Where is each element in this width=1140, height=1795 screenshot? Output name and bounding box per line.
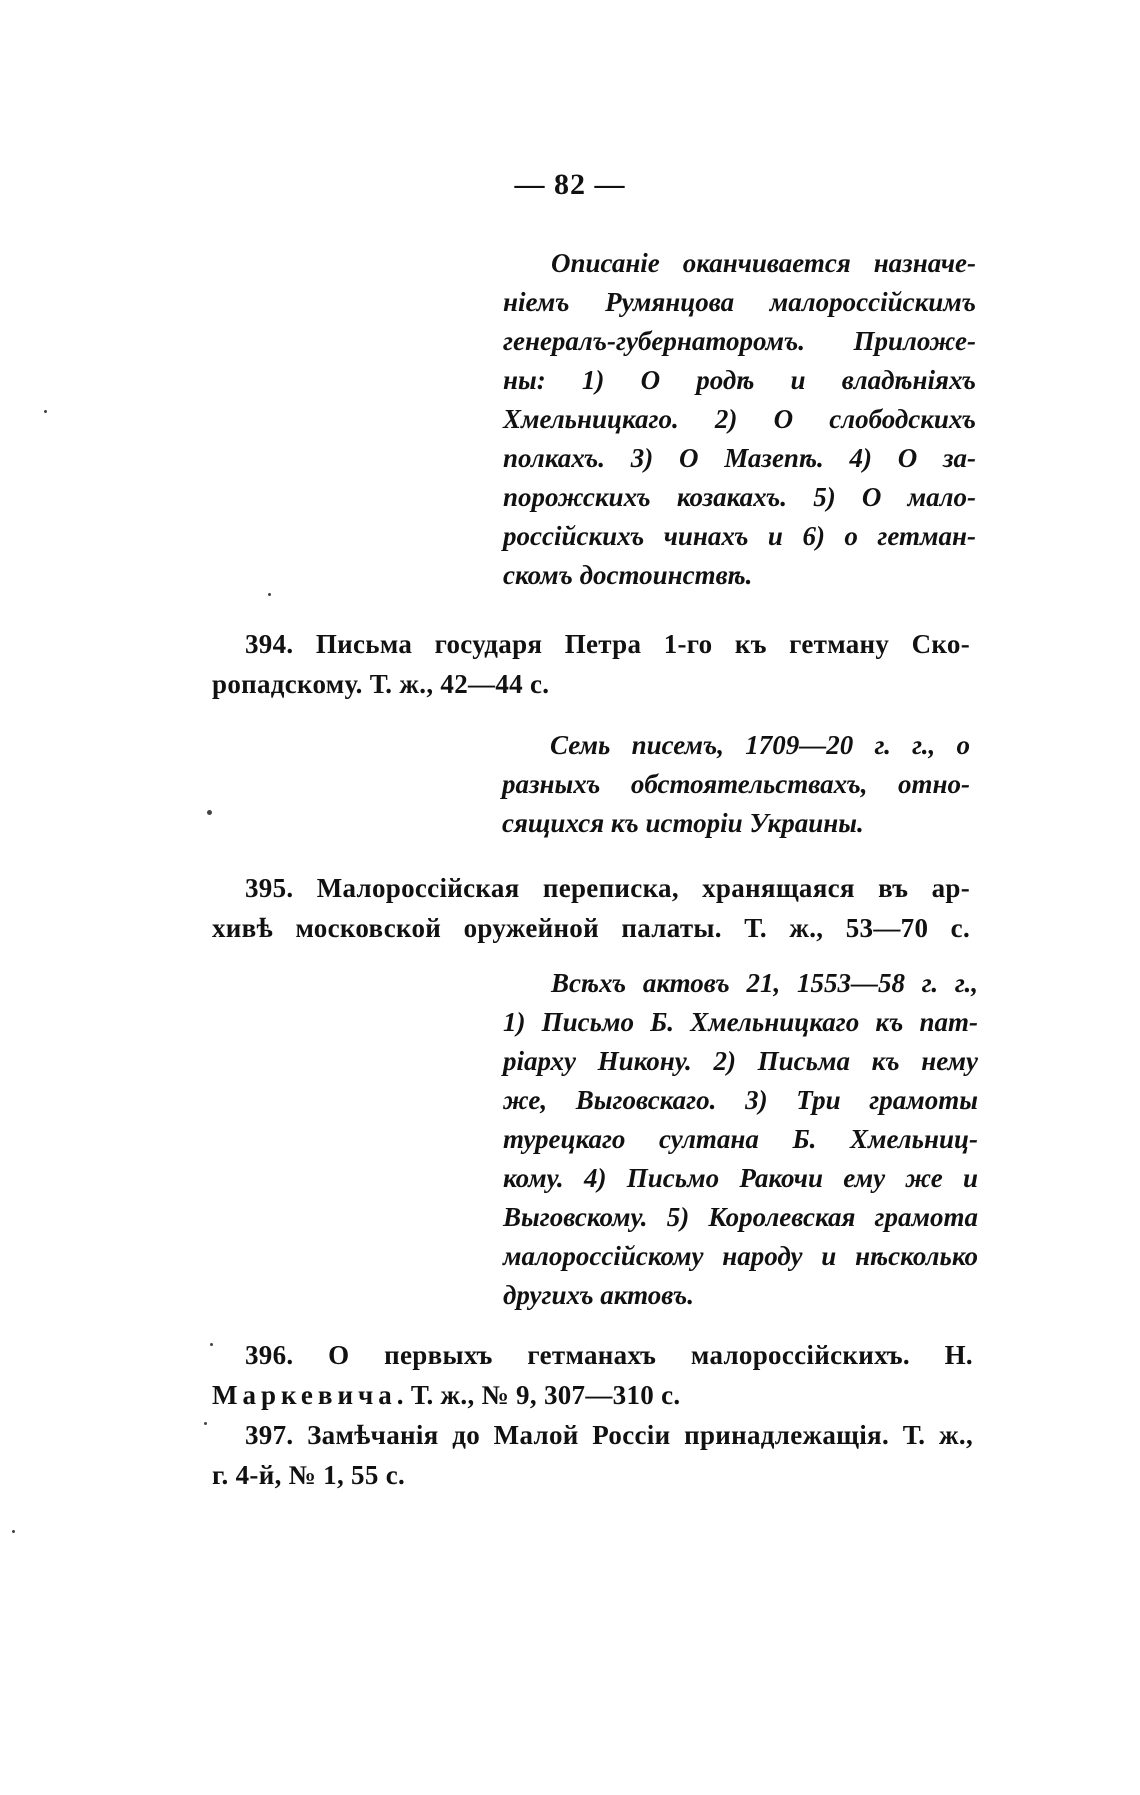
scan-speck xyxy=(207,810,212,815)
annotation-line: скомъ достоинствѣ. xyxy=(503,560,753,590)
annotation-line: ны: 1) О родѣ и владѣніяхъ xyxy=(503,365,976,395)
annotation-line: Семь писемъ, 1709—20 г. г., о xyxy=(550,730,970,760)
annotation-line: Выговскому. 5) Королевская грамота xyxy=(503,1202,978,1232)
annotation-line: ніемъ Румянцова малороссійскимъ xyxy=(503,287,976,317)
entry-citation: . Т. ж., № 9, 307—310 с. xyxy=(396,1380,681,1410)
scan-speck xyxy=(210,1343,213,1346)
scan-speck xyxy=(44,410,47,413)
entry-line: г. 4-й, № 1, 55 с. xyxy=(212,1460,406,1490)
entry-line: хивѣ московской оружейной палаты. Т. ж., 53—70 с. xyxy=(212,913,970,943)
annotation-line: кому. 4) Письмо Ракочи ему же и xyxy=(503,1163,978,1193)
annotation-line: Всѣхъ актовъ 21, 1553—58 г. г., xyxy=(551,968,978,998)
author-name: Маркевича xyxy=(212,1380,397,1410)
annotation-line: генералъ-губернаторомъ. Приложе- xyxy=(503,326,976,356)
entry-line: ропадскому. Т. ж., 42—44 с. xyxy=(212,669,550,699)
annotation-line: малороссійскому народу и нѣсколько xyxy=(503,1241,978,1271)
entry-line xyxy=(212,1377,973,1413)
annotation-line: же, Выговскаго. 3) Три грамоты xyxy=(503,1085,978,1115)
annotation-line: россійскихъ чинахъ и 6) о гетман- xyxy=(503,521,976,551)
scan-speck xyxy=(204,1422,207,1425)
entry-line: 394. Письма государя Петра 1-го къ гетману Ско- xyxy=(245,629,970,659)
annotation-line: другихъ актовъ. xyxy=(503,1280,694,1310)
scan-speck xyxy=(268,593,271,596)
annotation-line: Описаніе оканчивается назначе- xyxy=(551,248,976,278)
entry-line: 397. Замѣчанія до Малой Россіи принадлежащія. Т. ж., xyxy=(245,1420,973,1450)
page-number: — 82 — xyxy=(514,168,626,201)
annotation-line: 1) Письмо Б. Хмельницкаго къ пат- xyxy=(503,1007,978,1037)
annotation-line: ріарху Никону. 2) Письма къ нему xyxy=(503,1046,978,1076)
scan-speck xyxy=(12,1530,15,1533)
annotation-line: порожскихъ козакахъ. 5) О мало- xyxy=(503,482,976,512)
annotation-line: Хмельницкаго. 2) О слободскихъ xyxy=(503,404,976,434)
annotation-line: турецкаго султана Б. Хмельниц- xyxy=(503,1124,978,1154)
annotation-line: сящихся къ исторіи Украины. xyxy=(502,808,864,838)
entry-line: 396. О первыхъ гетманахъ малороссійскихъ. Н. xyxy=(245,1340,973,1370)
annotation-line: полкахъ. 3) О Мазепѣ. 4) О за- xyxy=(503,443,976,473)
annotation-line: разныхъ обстоятельствахъ, отно- xyxy=(502,769,970,799)
entry-line: 395. Малороссійская переписка, хранящаяся въ ар- xyxy=(245,873,970,903)
